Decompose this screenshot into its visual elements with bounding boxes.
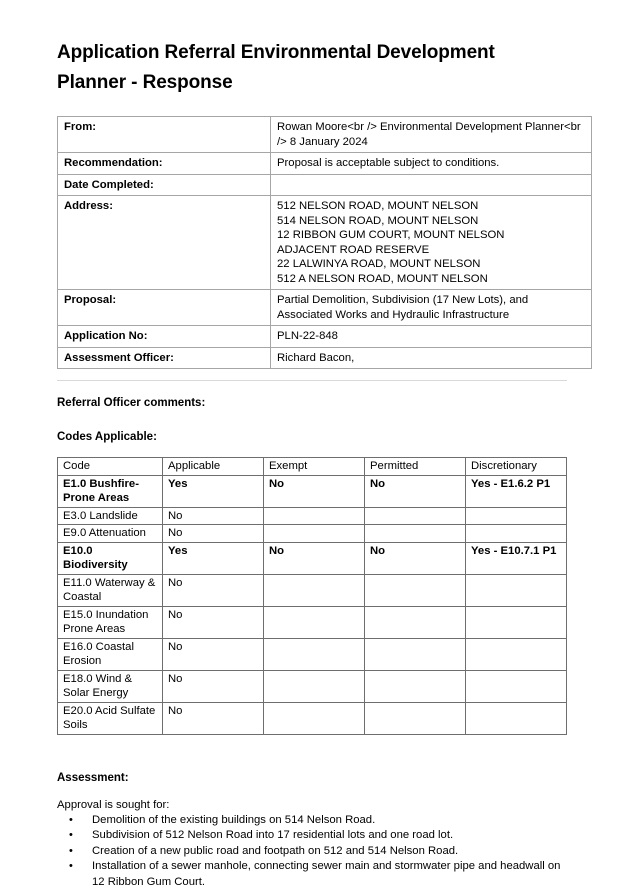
table-row [58, 542, 567, 574]
page-title-line-2: Planner - Response [57, 68, 567, 98]
codes-cell-exempt [264, 525, 365, 543]
table-row [58, 670, 567, 702]
codes-column-header: Exempt [264, 458, 365, 476]
codes-applicable-table [57, 457, 567, 735]
codes-cell-exempt: No [264, 475, 365, 507]
codes-cell-code: E11.0 Waterway & Coastal [58, 574, 163, 606]
table-row [58, 326, 592, 348]
list-item [57, 859, 567, 890]
info-row-label: Proposal: [58, 290, 271, 326]
codes-cell-code: E16.0 Coastal Erosion [58, 638, 163, 670]
assessment-intro: Approval is sought for: [57, 798, 567, 813]
codes-cell-code: E20.0 Acid Sulfate Soils [58, 702, 163, 734]
codes-cell-applicable: No [163, 670, 264, 702]
info-row-label: From: [58, 117, 271, 153]
info-row-value [271, 174, 592, 196]
page-title-line-1: Application Referral Environmental Development [57, 42, 495, 63]
codes-cell-exempt [264, 507, 365, 525]
codes-cell-applicable: No [163, 702, 264, 734]
codes-column-header: Permitted [365, 458, 466, 476]
table-row [58, 702, 567, 734]
codes-cell-permitted [365, 525, 466, 543]
codes-cell-permitted [365, 507, 466, 525]
info-row-label: Address: [58, 196, 271, 290]
codes-cell-discretionary: Yes - E10.7.1 P1 [466, 542, 567, 574]
codes-cell-exempt [264, 606, 365, 638]
codes-cell-discretionary: Yes - E1.6.2 P1 [466, 475, 567, 507]
codes-cell-discretionary [466, 525, 567, 543]
document-content [57, 0, 567, 890]
table-row [58, 574, 567, 606]
codes-cell-applicable: No [163, 638, 264, 670]
codes-cell-code: E9.0 Attenuation [58, 525, 163, 543]
codes-cell-applicable: No [163, 525, 264, 543]
codes-cell-exempt: No [264, 542, 365, 574]
info-row-label: Recommendation: [58, 153, 271, 175]
codes-cell-applicable: Yes [163, 542, 264, 574]
table-row [58, 606, 567, 638]
codes-applicable-heading: Codes Applicable: [57, 430, 567, 445]
table-row [58, 347, 592, 369]
list-item-text: Subdivision of 512 Nelson Road into 17 residential lots and one road lot. [92, 829, 453, 841]
codes-cell-permitted [365, 702, 466, 734]
codes-cell-code: E1.0 Bushfire-Prone Areas [58, 475, 163, 507]
application-info-body [58, 117, 592, 369]
list-item-text: Creation of a new public road and footpath on 512 and 514 Nelson Road. [92, 845, 458, 857]
codes-cell-discretionary [466, 670, 567, 702]
codes-cell-exempt [264, 702, 365, 734]
info-row-label: Assessment Officer: [58, 347, 271, 369]
info-row-value: Richard Bacon, [271, 347, 592, 369]
codes-cell-discretionary [466, 507, 567, 525]
codes-cell-code: E18.0 Wind & Solar Energy [58, 670, 163, 702]
codes-cell-code: E10.0 Biodiversity [58, 542, 163, 574]
codes-column-header: Code [58, 458, 163, 476]
codes-column-header: Discretionary [466, 458, 567, 476]
codes-table-header-row [58, 458, 567, 476]
codes-cell-permitted [365, 638, 466, 670]
codes-cell-discretionary [466, 606, 567, 638]
info-row-value: Partial Demolition, Subdivision (17 New Lots), and Associated Works and Hydraulic Infrastructure [271, 290, 592, 326]
list-item [57, 844, 567, 860]
table-row [58, 638, 567, 670]
bullet-icon: • [69, 844, 73, 860]
table-row [58, 153, 592, 175]
assessment-heading: Assessment: [57, 771, 567, 786]
codes-cell-permitted: No [365, 475, 466, 507]
application-info-table [57, 116, 592, 369]
table-row [58, 475, 567, 507]
codes-cell-exempt [264, 574, 365, 606]
page-title [57, 0, 567, 98]
codes-column-header: Applicable [163, 458, 264, 476]
codes-cell-applicable: No [163, 606, 264, 638]
codes-cell-permitted [365, 574, 466, 606]
codes-cell-applicable: No [163, 574, 264, 606]
list-item-text: Installation of a sewer manhole, connecting sewer main and stormwater pipe and headwall on 12 Ribbon Gum Court. [92, 860, 560, 888]
section-divider [57, 380, 567, 381]
list-item-text: Demolition of the existing buildings on 514 Nelson Road. [92, 814, 375, 826]
table-row [58, 174, 592, 196]
codes-cell-discretionary [466, 638, 567, 670]
codes-cell-permitted: No [365, 542, 466, 574]
info-row-value: 512 NELSON ROAD, MOUNT NELSON 514 NELSON ROAD, MOUNT NELSON 12 RIBBON GUM COURT, MOUNT NELSON ADJACENT ROAD RESERVE 22 LALWINYA ROAD, MOUNT NELSON 512 A NELSON ROAD, MOUNT NELSON [271, 196, 592, 290]
info-row-label: Date Completed: [58, 174, 271, 196]
codes-cell-exempt [264, 670, 365, 702]
info-row-value: PLN-22-848 [271, 326, 592, 348]
codes-cell-permitted [365, 670, 466, 702]
list-item [57, 813, 567, 829]
codes-cell-code: E15.0 Inundation Prone Areas [58, 606, 163, 638]
bullet-icon: • [69, 813, 73, 829]
info-row-value: Rowan Moore<br /> Environmental Development Planner<br /> 8 January 2024 [271, 117, 592, 153]
codes-cell-applicable: Yes [163, 475, 264, 507]
bullet-icon: • [69, 859, 73, 875]
codes-cell-applicable: No [163, 507, 264, 525]
list-item [57, 828, 567, 844]
info-row-value: Proposal is acceptable subject to conditions. [271, 153, 592, 175]
codes-cell-code: E3.0 Landslide [58, 507, 163, 525]
referral-officer-comments-heading: Referral Officer comments: [57, 396, 567, 411]
table-row [58, 525, 567, 543]
bullet-icon: • [69, 828, 73, 844]
assessment-bullet-list [57, 813, 567, 890]
table-row [58, 290, 592, 326]
table-row [58, 117, 592, 153]
codes-cell-exempt [264, 638, 365, 670]
codes-cell-discretionary [466, 702, 567, 734]
table-row [58, 196, 592, 290]
info-row-label: Application No: [58, 326, 271, 348]
codes-cell-permitted [365, 606, 466, 638]
codes-table-body [58, 458, 567, 735]
codes-cell-discretionary [466, 574, 567, 606]
table-row [58, 507, 567, 525]
